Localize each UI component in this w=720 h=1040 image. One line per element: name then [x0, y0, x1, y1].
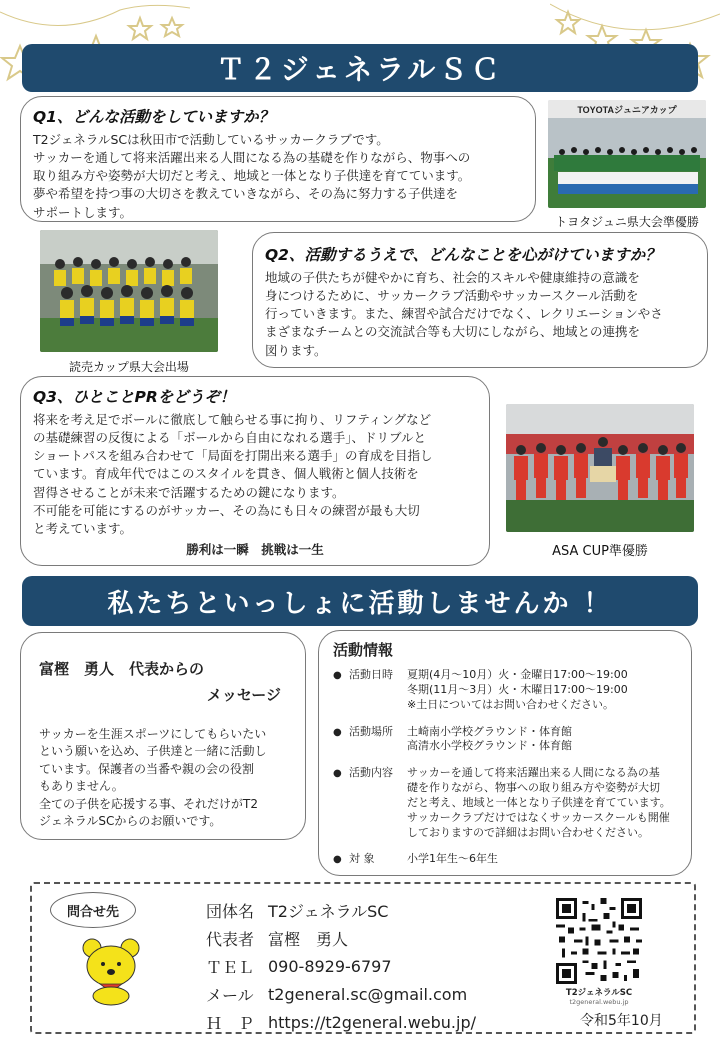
contact-section [30, 882, 696, 1034]
bear-mascot-icon [78, 936, 144, 1006]
contact-key: ＴＥＬ [206, 957, 255, 977]
bullet-icon: ● [333, 768, 342, 780]
photo3-caption: ASA CUP準優勝 [552, 544, 648, 559]
contact-row-email [206, 980, 476, 1008]
q2-line: 身につけるために、サッカークラブ活動やサッカースクール活動を [265, 288, 639, 304]
q3-motto: 勝利は一瞬 挑戦は一生 [186, 541, 324, 557]
contact-label: 問合せ先 [66, 904, 119, 920]
info-line: 小学1年生～6年生 [407, 852, 498, 866]
q3-body [33, 411, 477, 538]
phone-number[interactable]: 090-8929-6797 [268, 956, 392, 976]
info-line: 土崎南小学校グラウンド・体育館 [407, 724, 572, 738]
contact-label-bubble [50, 892, 136, 928]
q3-line: の基礎練習の反復による「ボールから自由になれる選手」、ドリブルと [33, 430, 427, 446]
q1-line: T2ジェネラルSCは秋田市で活動しているサッカークラブです。 [33, 132, 389, 147]
q3-line: 不可能を可能にするのがサッカー、その為にも日々の練習が最も大切 [33, 502, 420, 518]
q3-bubble [20, 376, 490, 566]
club-title-banner [22, 44, 698, 92]
contact-row-tel [206, 952, 476, 980]
message-title [39, 657, 291, 708]
website-link[interactable]: https://t2general.webu.jp/ [268, 1012, 477, 1032]
info-line: しておりますので詳細はお問い合わせください。 [407, 825, 649, 839]
q2-bubble [252, 232, 708, 368]
info-line: ※土日についてはお問い合わせください。 [407, 697, 614, 711]
info-line: だと考え、地域と一体となり子供達を育てています。 [407, 795, 671, 809]
contact-key: メール [206, 985, 254, 1005]
q3-line: 習得させることが未来で活躍するための鍵になります。 [33, 484, 345, 500]
q1-bubble [20, 96, 536, 222]
message-line: ジェネラルSCからのお願いです。 [39, 813, 222, 828]
photo-yomiuri-cup-team [40, 230, 218, 352]
representative-name: 富樫 勇人 [268, 929, 349, 949]
message-line: もありません。 [39, 779, 124, 794]
photo1-sign: TOYOTAジュニアカップ [577, 105, 677, 115]
info-key: 活動内容 [349, 766, 393, 780]
q2-line: まざまなチームとの交流試合等も大切にしながら、地域との連携を [265, 324, 641, 340]
invite-banner [22, 576, 698, 626]
info-value [407, 766, 679, 840]
club-title: Ｔ２ジェネラルＳＣ [216, 53, 504, 86]
bullet-icon: ● [333, 670, 342, 681]
q3-line: ています。育成年代ではこのスタイルを貫き、個人戦術と個人技術を [33, 466, 419, 482]
q2-line: 図ります。 [265, 342, 327, 358]
q1-line: 取り組み方や姿勢が大切だと考え、地域と一体となり子供達を育てています。 [33, 168, 471, 184]
contact-key: 団体名 [206, 901, 255, 921]
q1-line: 夢や希望を持つ事の大切さを教えていきながら、その為に努力する子供達を [33, 186, 459, 202]
info-value [407, 852, 679, 867]
bullet-icon: ● [333, 854, 342, 866]
message-line: サッカーを生涯スポーツにしてもらいたい [39, 727, 267, 741]
activity-info [318, 630, 692, 876]
info-line: サッカークラブだけではなくサッカースクールも開催 [407, 810, 670, 824]
q1-line: サポートします。 [33, 204, 133, 220]
message-title-line2: メッセージ [206, 685, 281, 704]
message-line: ています。保護者の当番や親の会の役割 [39, 761, 255, 776]
photo1-caption: トヨタジュニ県大会準優勝 [555, 215, 699, 229]
info-line: 高清水小学校グラウンド・体育館 [407, 739, 572, 753]
q1-body [33, 131, 523, 222]
info-line: 礎を作りながら、物事への取り組み方や姿勢が大切 [407, 781, 660, 795]
q1-title: Q1、どんな活動をしていますか？ [33, 108, 274, 126]
qr-code-icon[interactable] [556, 898, 642, 984]
message-line: 全ての子供を応援する事、それだけがT2 [39, 796, 258, 811]
contact-key: Ｈ Ｐ [206, 1013, 255, 1033]
info-key: 活動場所 [349, 724, 393, 738]
info-value [407, 725, 679, 755]
org-name: T2ジェネラルSC [268, 901, 389, 921]
q3-title: Q3、ひとことPRをどうぞ！ [33, 388, 236, 406]
contact-row-rep [206, 924, 476, 952]
q2-title: Q2、活動するうえで、どんなことを心がけていますか？ [265, 246, 661, 264]
photo2-caption: 読売カップ県大会出場 [69, 360, 189, 374]
contact-row-hp [206, 1008, 476, 1036]
q3-line: ショートパスを組み合わせて「局面を打開出来る選手」の育成を目指し [33, 448, 433, 464]
q1-line: サッカーを通して将来活躍出来る人間になる為の基礎を作りながら、物事への [33, 150, 471, 166]
message-line: という願いを込め、子供達と一緒に活動し [39, 744, 267, 759]
q3-line: と考えています。 [33, 520, 133, 536]
info-row-content [333, 766, 679, 840]
contact-details [206, 896, 476, 1036]
q2-body [265, 269, 695, 360]
info-value [407, 668, 679, 713]
bullet-icon: ● [333, 726, 342, 738]
info-row-schedule [333, 668, 679, 713]
info-title: 活動情報 [333, 641, 394, 659]
email-link[interactable]: t2general.sc@gmail.com [268, 984, 468, 1004]
qr-club-name: T2ジェネラルSC [565, 988, 633, 998]
representative-message [20, 632, 306, 840]
photo-asa-cup-team [506, 404, 694, 532]
info-line: サッカーを通して将来活躍出来る人間になる為の基 [407, 766, 660, 780]
info-line: 夏期(4月～10月）火・金曜日17:00～19:00 [407, 668, 628, 681]
info-line: 冬期(11月～3月）火・木曜日17:00～19:00 [407, 682, 628, 696]
photo-toyota-cup-team [548, 100, 706, 208]
q2-line: 地域の子供たちが健やかに育ち、社会的スキルや健康維持の意識を [265, 270, 640, 285]
message-body [39, 726, 291, 830]
issue-date: 令和5年10月 [580, 1013, 663, 1029]
message-title-line1: 富樫 勇人 代表からの [39, 660, 205, 678]
invite-title: 私たちといっしょに活動しませんか ！ [107, 588, 613, 619]
q3-line: 将来を考え足でボールに徹底して触らせる事に拘り、リフティングなど [33, 412, 432, 427]
info-key: 活動日時 [349, 668, 393, 681]
contact-row-org [206, 896, 476, 924]
info-row-location [333, 725, 679, 755]
info-key: 対 象 [349, 852, 375, 866]
q2-line: 行っていきます。また、練習や試合だけでなく、レクリエーションやさ [265, 306, 663, 322]
info-row-target [333, 852, 679, 867]
qr-url: t2general.webu.jp [569, 998, 629, 1006]
contact-key: 代表者 [206, 929, 255, 949]
